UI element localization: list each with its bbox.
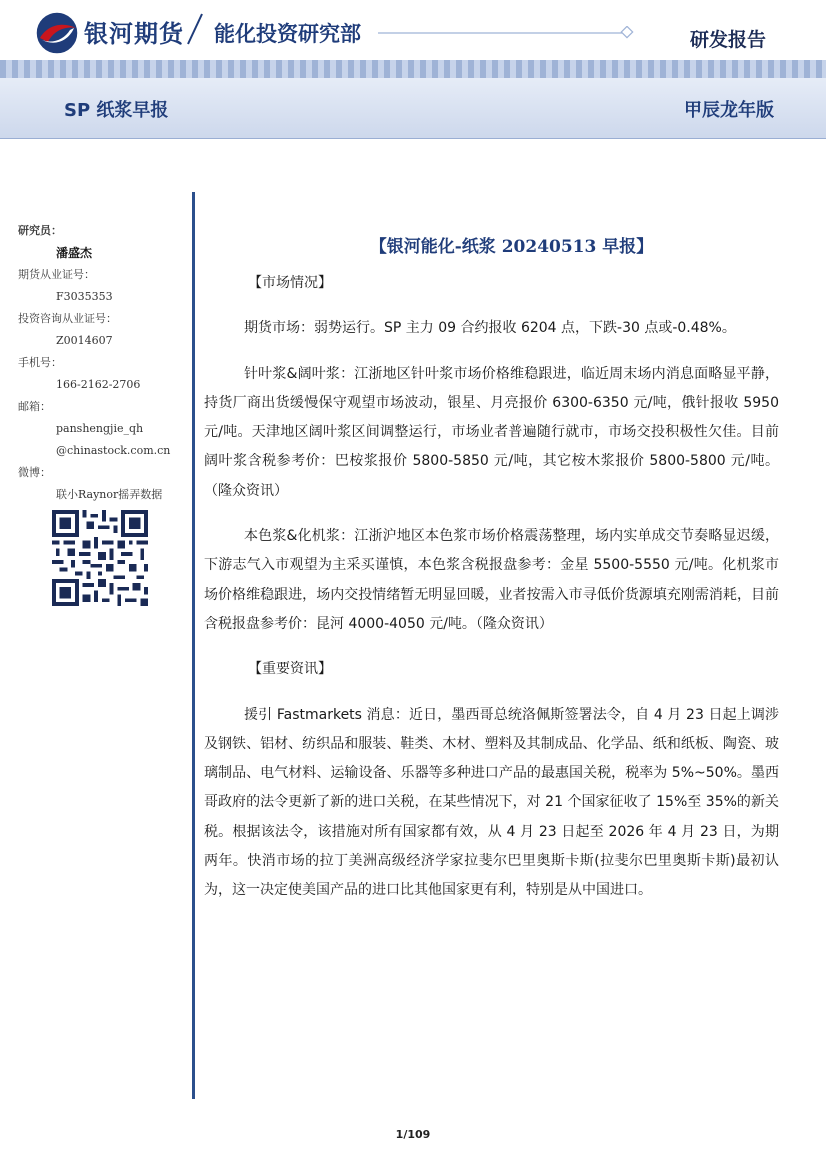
header-stripe [0, 60, 826, 78]
section-heading-news: 【重要资讯】 [248, 661, 332, 678]
section-heading-market: 【市场情况】 [248, 275, 332, 291]
weibo-handle: 联小Raynor摇弄数据 [56, 488, 163, 501]
page-number: 1/109 [395, 1128, 431, 1141]
paragraph-softwood-hardwood: 针叶浆&阔叶浆：江浙地区针叶浆市场价格维稳跟进，临近周末场内消息面略显平静，持货厂商出货缓慢保守观望市场波动，银星、月亮报价 6300-6350 元/吨，俄针报收 5950 元/吨。天津地区阔叶浆区间调整运行，市场业者普遍随行就市，市场交投积极性欠佳。目前阔叶浆含税参考价：巴桉浆报价 5800-5850 元/吨，其它桉木浆报价 5800-5800 元/吨。（隆众资讯） [204, 365, 779, 499]
galaxy-logo-icon [34, 10, 80, 56]
department-name: 能化投资研究部 [214, 22, 361, 46]
slash-divider-icon [184, 12, 206, 46]
email-line-1: panshengjie_qh [56, 422, 144, 435]
document-type: 研发报告 [690, 29, 767, 51]
paragraph-unbleached-chemi: 本色浆&化机浆：江浙沪地区本色浆市场价格震荡整理，场内实单成交节奏略显迟缓，下游志气入市观望为主采买谨慎，本色浆含税报盘参考：金星 5500-5550 元/吨。化机浆市场价格维稳跟进，场内交投情绪暂无明显回暖，业者按需入市寻低价货源填充刚需消耗，目前含税报盘参考价：昆河 4000-4050 元/吨。（隆众资讯） [204, 528, 779, 632]
header-rule-icon [378, 26, 638, 40]
vertical-divider [192, 192, 195, 1099]
researcher-label: 研究员： [18, 224, 62, 237]
futures-cert-label: 期货从业证号： [18, 268, 95, 281]
report-body [204, 232, 779, 906]
edition-label: 甲辰龙年版 [684, 100, 774, 121]
weibo-label: 微博： [18, 466, 51, 479]
futures-cert-number: F3035353 [56, 290, 113, 303]
qr-code-icon [52, 510, 148, 606]
report-name: SP 纸浆早报 [64, 100, 169, 121]
report-title: 【银河能化-纸浆 20240513 早报】 [369, 237, 654, 257]
brand-name: 银河期货 [84, 20, 184, 48]
phone-label: 手机号： [18, 356, 62, 369]
author-sidebar [18, 220, 183, 506]
email-line-2: @chinastock.com.cn [56, 444, 171, 457]
paragraph-news-mexico-tariff: 援引 Fastmarkets 消息：近日，墨西哥总统洛佩斯签署法令，自 4 月 23 日起上调涉及钢铁、铝材、纺织品和服装、鞋类、木材、塑料及其制成品、化学品、纸和纸板、陶瓷、玻璃制品、电气材料、运输设备、乐器等多种进口产品的最惠国关税，税率为 5%~50%。墨西哥政府的法令更新了新的进口关税，在某些情况下，对 21 个国家征收了 15%至 35%的新关税。根据该法令，该措施对所有国家都有效，从 4 月 23 日起至 2026 年 4 月 23 日，为期两年。快消市场的拉丁美洲高级经济学家拉斐尔巴里奥斯卡斯(拉斐尔巴里奥斯卡斯)最初认为，这一决定使美国产品的进口比其他国家更有利，特别是从中国进口。 [204, 706, 779, 899]
invest-cert-label: 投资咨询从业证号： [18, 312, 117, 325]
paragraph-futures-market: 期货市场：弱势运行。SP 主力 09 合约报收 6204 点，下跌-30 点或-0.48%。 [244, 320, 736, 337]
invest-cert-number: Z0014607 [56, 334, 113, 347]
researcher-name: 潘盛杰 [56, 246, 93, 260]
email-label: 邮箱： [18, 400, 51, 413]
phone-number: 166-2162-2706 [56, 378, 141, 391]
